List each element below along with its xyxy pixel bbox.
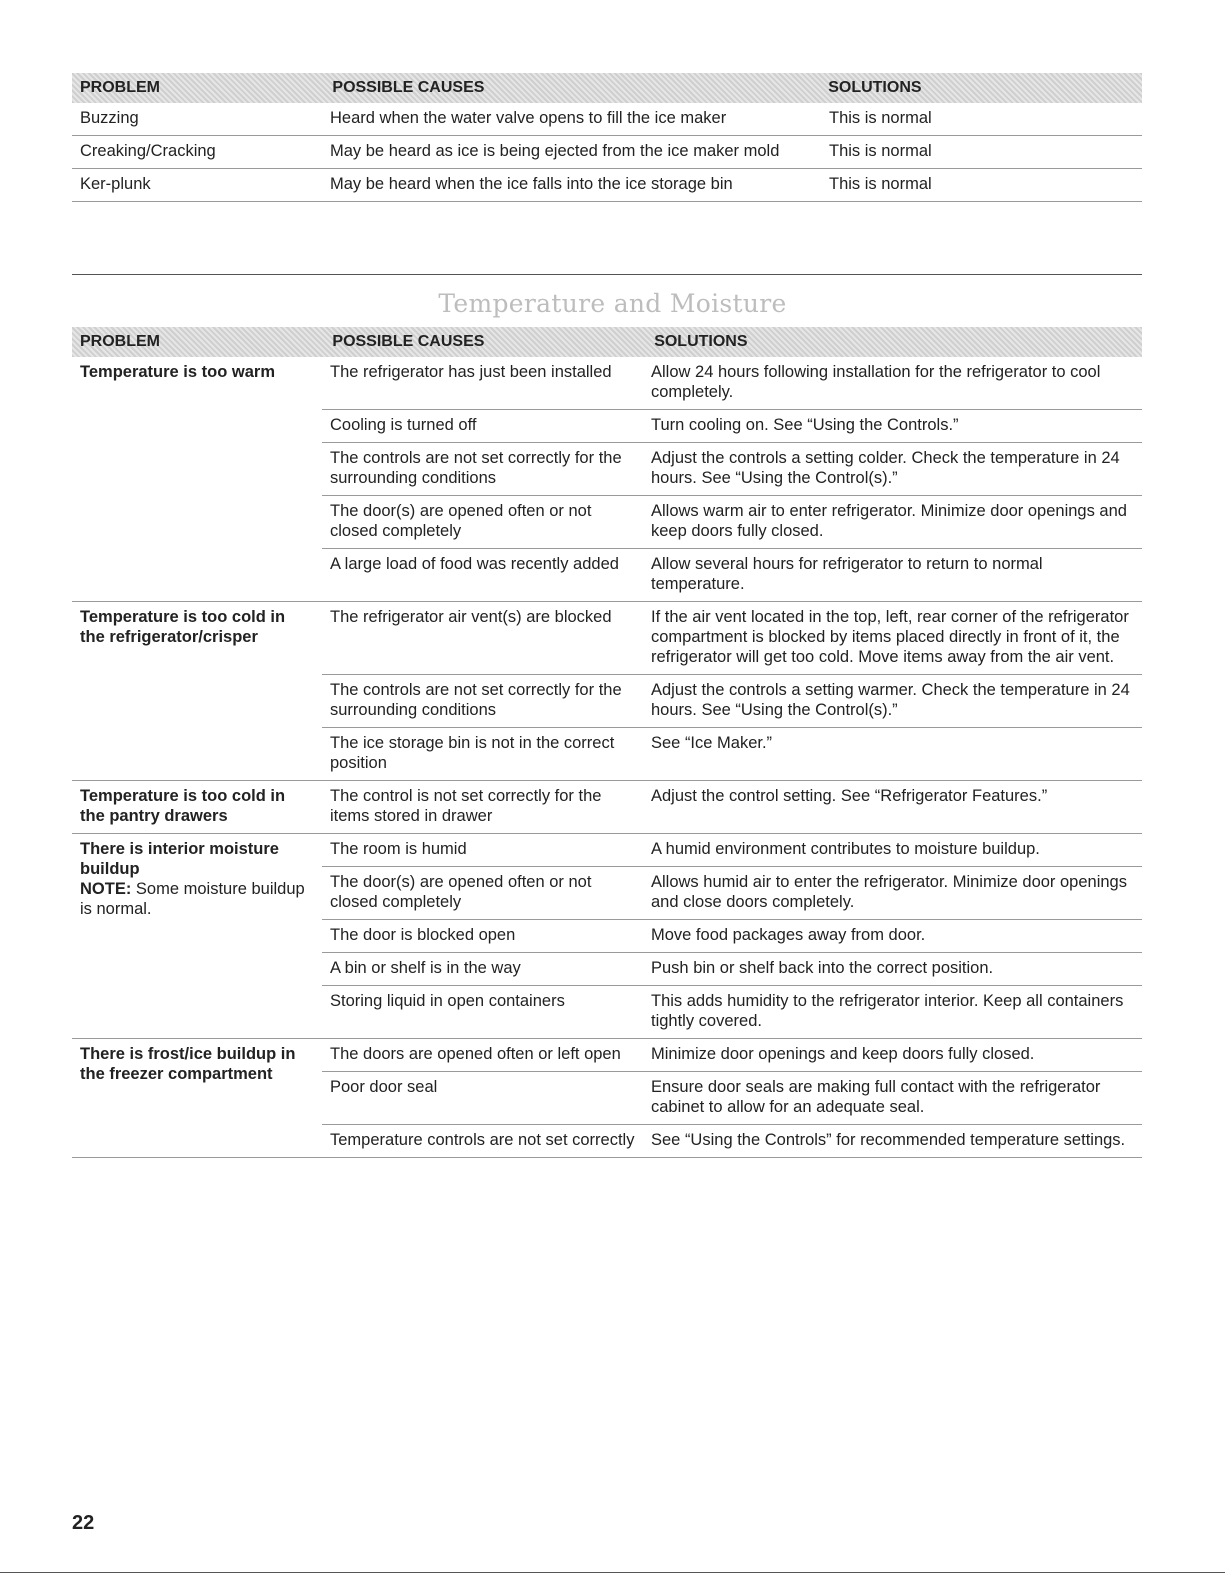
cause-cell: A bin or shelf is in the way [330,959,521,977]
page-bottom-rule [0,1572,1225,1573]
problem-cell: Temperature is too cold in the refrigerator/crisper [80,608,286,646]
solution-cell: Turn cooling on. See “Using the Controls.” [651,416,959,434]
cause-cell: Temperature controls are not set correctly [330,1131,635,1149]
solution-cell: Allows warm air to enter refrigerator. Minimize door openings and keep doors fully closed. [651,502,1127,540]
table-row [322,496,1142,549]
solution-cell: Minimize door openings and keep doors fully closed. [651,1045,1035,1063]
problem-cell: Temperature is too warm [80,363,275,381]
table-header [72,327,1142,357]
cause-cell: Storing liquid in open containers [330,992,565,1010]
cause-cell: May be heard when the ice falls into the ice storage bin [330,175,733,193]
solution-cell: A humid environment contributes to moisture buildup. [651,840,1040,858]
header-possible-causes: POSSIBLE CAUSES [332,333,485,350]
solution-cell: This is normal [829,142,932,160]
page-number: 22 [72,1512,95,1534]
table-row [322,1072,1142,1125]
cause-cell: The controls are not set correctly for the surrounding conditions [330,681,622,719]
table-row [322,728,1142,781]
solution-cell: If the air vent located in the top, left, rear corner of the refrigerator compartment is blocked by items placed directly in front of it, the refrigerator will get too cold. Move items away from the air vent. [651,608,1129,666]
problem-group [72,834,1142,1039]
row-divider [72,201,1142,202]
table-row [322,675,1142,728]
problem-cell: Ker-plunk [80,175,151,193]
table-row [322,867,1142,920]
cause-cell: The refrigerator air vent(s) are blocked [330,608,612,626]
cause-cell: The controls are not set correctly for the surrounding conditions [330,449,622,487]
header-solutions: SOLUTIONS [654,333,748,350]
table-row [72,136,1142,169]
solution-cell: Adjust the controls a setting colder. Check the temperature in 24 hours. See “Using the Control(s).” [651,449,1120,487]
solution-cell: Allow 24 hours following installation for the refrigerator to cool completely. [651,363,1101,401]
header-possible-causes: POSSIBLE CAUSES [332,79,485,96]
solution-cell: Allow several hours for refrigerator to return to normal temperature. [651,555,1043,593]
problem-cell: Buzzing [80,109,139,127]
problem-cell: Temperature is too cold in the pantry drawers [80,787,286,825]
solution-cell: This is normal [829,175,932,193]
note-text: Some moisture buildup is normal. [80,880,305,918]
problem-group [72,1039,1142,1158]
solution-cell: Adjust the control setting. See “Refrigerator Features.” [651,787,1048,805]
cause-cell: Cooling is turned off [330,416,477,434]
solution-cell: See “Ice Maker.” [651,734,773,752]
cause-cell: The room is humid [330,840,467,858]
temperature-moisture-table [72,327,1142,1158]
table-row [72,103,1142,136]
cause-cell: The ice storage bin is not in the correct position [330,734,615,772]
header-problem: PROBLEM [80,333,160,350]
table-row [322,781,1142,834]
table-row [322,602,1142,675]
solution-cell: See “Using the Controls” for recommended temperature settings. [651,1131,1126,1149]
table-row [322,443,1142,496]
table-row [322,357,1142,410]
group-divider [72,1157,1142,1158]
problem-group [72,602,1142,781]
cause-cell: The door(s) are opened often or not closed completely [330,873,592,911]
solution-cell: Adjust the controls a setting warmer. Check the temperature in 24 hours. See “Using the Control(s).” [651,681,1130,719]
cause-cell: The door is blocked open [330,926,516,944]
problem-group [72,781,1142,834]
header-solutions: SOLUTIONS [828,79,922,96]
header-problem: PROBLEM [80,79,160,96]
problem-title: There is interior moisture buildup [80,840,279,878]
cause-cell: The refrigerator has just been installed [330,363,612,381]
cause-cell: The door(s) are opened often or not closed completely [330,502,592,540]
noise-troubleshooting-table [72,73,1142,202]
cause-cell: A large load of food was recently added [330,555,619,573]
problem-cell [72,834,322,1039]
table-row [322,834,1142,867]
table-row [322,986,1142,1039]
problem-note [80,879,314,919]
table-header [72,73,1142,103]
solution-cell: This adds humidity to the refrigerator interior. Keep all containers tightly covered. [651,992,1124,1030]
table-row [322,1039,1142,1072]
cause-cell: May be heard as ice is being ejected from the ice maker mold [330,142,780,160]
solution-cell: Move food packages away from door. [651,926,926,944]
cause-cell: The control is not set correctly for the items stored in drawer [330,787,602,825]
problem-group [72,357,1142,602]
table-row [322,549,1142,602]
note-label: NOTE: [80,880,132,898]
table-row [322,410,1142,443]
table-row [322,953,1142,986]
table-row [72,169,1142,202]
problem-cell: Creaking/Cracking [80,142,216,160]
cause-cell: Heard when the water valve opens to fill the ice maker [330,109,727,127]
solution-cell: Ensure door seals are making full contact with the refrigerator cabinet to allow for an adequate seal. [651,1078,1101,1116]
solution-cell: Push bin or shelf back into the correct position. [651,959,994,977]
section-divider [72,274,1142,275]
problem-cell: There is frost/ice buildup in the freezer compartment [80,1045,296,1083]
table-row [322,920,1142,953]
solution-cell: This is normal [829,109,932,127]
table-row [322,1125,1142,1158]
cause-cell: The doors are opened often or left open [330,1045,621,1063]
cause-cell: Poor door seal [330,1078,438,1096]
solution-cell: Allows humid air to enter the refrigerator. Minimize door openings and close doors completely. [651,873,1127,911]
section-title: Temperature and Moisture [438,289,787,318]
